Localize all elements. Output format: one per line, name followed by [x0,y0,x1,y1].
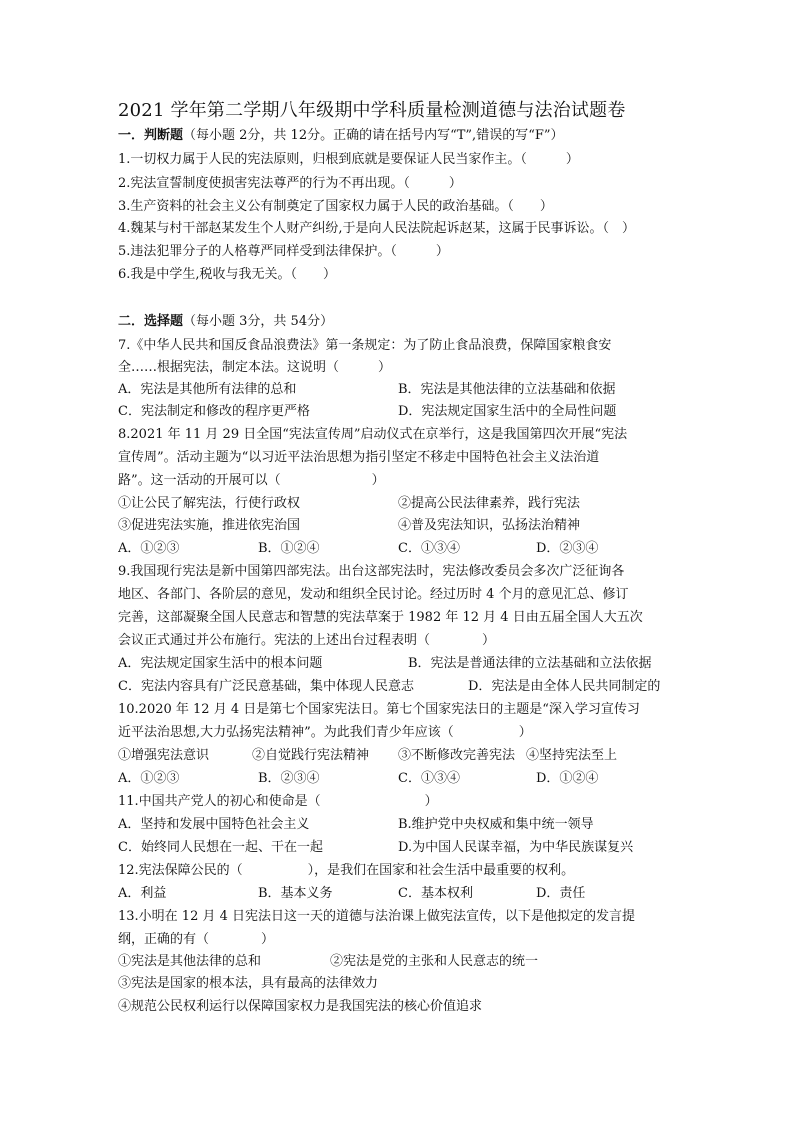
q7-option-d: D．宪法规定国家生活中的全局性问题 [398,404,617,419]
q8-option-d: D．②③④ [536,541,599,556]
q13-statement-3: ③宪法是国家的根本法，具有最高的法律效力 [118,976,379,991]
q10-statement-1: ①增强宪法意识 [118,748,210,763]
judgement-item-6: 6.我是中学生,税收与我无关。（ ） [118,267,337,282]
q10-stem-line1: 10.2020 年 12 月 4 日是第七个国家宪法日。第七个国家宪法日的主题是“深入学习宣传习 [118,702,640,717]
q11-option-d: D.为中国人民谋幸福，为中华民族谋复兴 [398,840,634,855]
q12-stem: 12.宪法保障公民的（ ），是我们在国家和社会生活中最重要的权利。 [118,863,575,878]
q9-stem-line4: 会议正式通过并公布施行。宪法的上述出台过程表明（ ） [118,633,496,648]
q10-statement-4: ④坚持宪法至上 [526,748,618,763]
section1-heading-note: （每小题 2分，共 12分。正确的请在括号内写“T”,错误的写“F”） [183,128,564,143]
section2-heading-label: 二．选择题 [118,314,184,329]
q10-statement-2: ②自觉践行宪法精神 [252,748,370,763]
q8-stem-line1: 8.2021 年 11 月 29 日全国“宪法宣传周”启动仪式在京举行，这是我国第四次开展“宪法 [118,427,628,442]
judgement-item-5: 5.违法犯罪分子的人格尊严同样受到法律保护。（ ） [118,244,449,259]
q10-statement-3: ③不断修改完善宪法 [398,748,516,763]
q13-statement-4: ④规范公民权利运行以保障国家权力是我国宪法的核心价值追求 [118,999,483,1014]
q11-option-c: C．始终同人民想在一起、干在一起 [118,840,323,855]
q10-stem-line2: 近平法治思想,大力弘扬宪法精神”。为此我们青少年应该（ ） [118,725,532,740]
q8-statement-1: ①让公民了解宪法，行使行政权 [118,496,301,511]
q7-option-c: C．宪法制定和修改的程序更严格 [118,404,310,419]
q8-statement-3: ③促进宪法实施，推进依宪治国 [118,518,301,533]
q12-option-d: D．责任 [536,886,586,901]
section1-heading [118,127,678,145]
q8-statement-4: ④普及宪法知识，弘扬法治精神 [398,518,581,533]
q8-stem-line3: 路”。这一活动的开展可以（ ） [118,473,385,488]
q9-stem-line1: 9.我国现行宪法是新中国第四部宪法。出台这部宪法时，宪法修改委员会多次广泛征询各 [118,564,625,579]
q11-stem: 11.中国共产党人的初心和使命是（ ） [118,794,438,809]
q10-option-c: C．①③④ [398,771,460,786]
judgement-item-1: 1.一切权力属于人民的宪法原则，归根到底就是要保证人民当家作主。（ ） [118,152,579,167]
q10-option-b: B．②③④ [258,771,320,786]
q13-stem-line2: 纲，正确的有（ ） [118,932,275,947]
q8-stem-line2: 宣传周”。活动主题为“以习近平法治思想为指引坚定不移走中国特色社会主义法治道 [118,450,600,465]
q8-option-c: C．①③④ [398,541,460,556]
q8-option-a: A．①②③ [118,541,180,556]
q7-option-b: B．宪法是其他法律的立法基础和依据 [398,382,616,397]
q9-option-c: C．宪法内容具有广泛民意基础，集中体现人民意志 [118,679,414,694]
q11-option-b: B.维护党中央权威和集中统一领导 [398,817,594,832]
q11-option-a: A．坚持和发展中国特色社会主义 [118,817,310,832]
judgement-item-3: 3.生产资料的社会主义公有制奠定了国家权力属于人民的政治基础。（ ） [118,199,553,214]
q9-option-a: A．宪法规定国家生活中的根本问题 [118,656,323,671]
q13-statement-2: ②宪法是党的主张和人民意志的统一 [330,954,539,969]
q12-option-a: A．利益 [118,886,167,901]
q13-statement-1: ①宪法是其他法律的总和 [118,954,262,969]
q9-stem-line3: 完善，这部凝聚全国人民意志和智慧的宪法草案于 1982 年 12 月 4 日由五届全国人大五次 [118,610,643,625]
q8-option-b: B．①②④ [258,541,320,556]
judgement-item-4: 4.魏某与村干部赵某发生个人财产纠纷,于是向人民法院起诉赵某，这属于民事诉讼。（ ） [118,221,636,236]
section2-heading [118,313,678,331]
q9-option-d: D．宪法是由全体人民共同制定的 [468,679,661,694]
q8-statement-2: ②提高公民法律素养，践行宪法 [398,496,581,511]
page-title: 2021 学年第二学期八年级期中学科质量检测道德与法治试题卷 [118,100,626,121]
q9-option-b: B．宪法是普通法律的立法基础和立法依据 [408,656,652,671]
q7-stem-line2: 全……根据宪法，制定本法。这说明（ ） [118,360,392,375]
q12-option-c: C．基本权利 [398,886,473,901]
q12-option-b: B．基本义务 [258,886,333,901]
q7-stem-line1: 7.《中华人民共和国反食品浪费法》第一条规定：为了防止食品浪费，保障国家粮食安 [118,338,612,353]
q10-option-d: D．①②④ [536,771,599,786]
section1-heading-label: 一．判断题 [118,128,184,143]
q10-option-a: A．①②③ [118,771,180,786]
section2-heading-note: （每小题 3分，共 54分） [183,314,334,329]
q7-option-a: A．宪法是其他所有法律的总和 [118,382,297,397]
q9-stem-line2: 地区、各部门、各阶层的意见，发动和组织全民讨论。经过历时 4 个月的意见汇总、修订 [118,587,629,602]
judgement-item-2: 2.宪法宣誓制度使损害宪法尊严的行为不再出现。（ ） [118,176,462,191]
q13-stem-line1: 13.小明在 12 月 4 日宪法日这一天的道德与法治课上做宪法宣传，以下是他拟定的发言提 [118,909,636,924]
